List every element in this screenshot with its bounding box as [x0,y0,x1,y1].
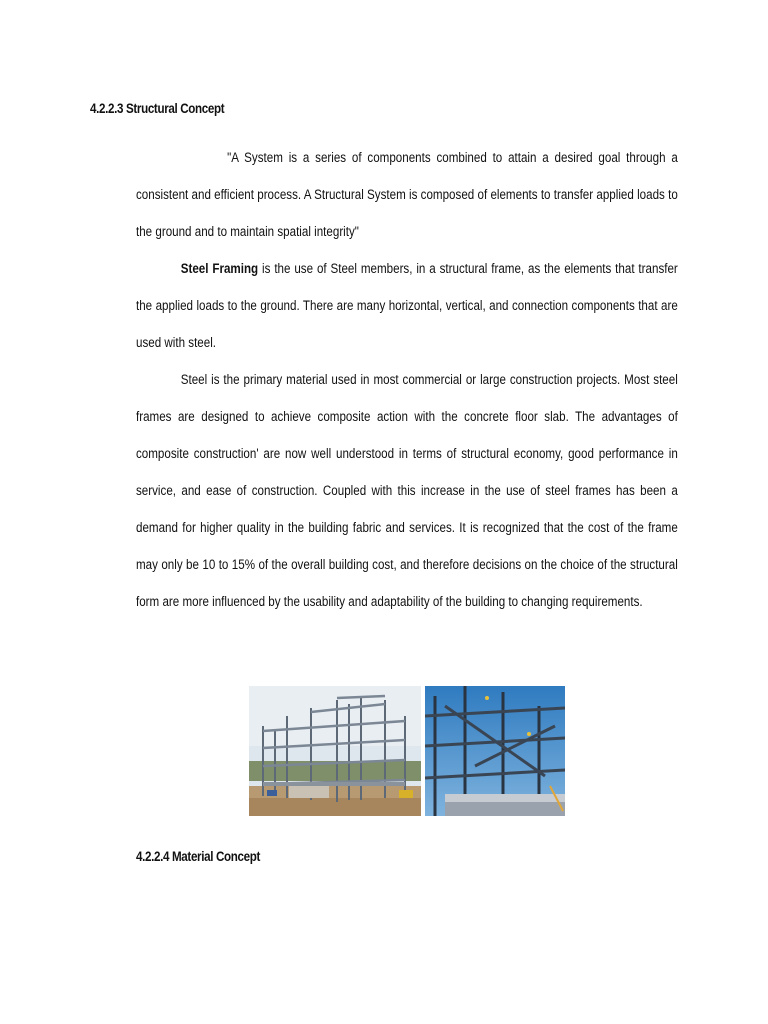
quote-paragraph [136,139,678,250]
section-heading: 4.2.2.3 Structural Concept [90,101,225,116]
steel-frame-building-photo [249,686,421,816]
steel-frame-building-image [249,686,421,816]
steel-frame-sky-photo [425,686,565,816]
steel-framing-text: is the use of Steel members, in a structural frame, as the elements that transfer the applied loads to the ground. There are many horizontal, vertical, and connection components that are used with steel. [136,261,678,350]
steel-framing-paragraph [136,250,678,361]
steel-material-paragraph [136,361,678,620]
steel-framing-term: Steel Framing [180,261,259,276]
next-section-heading: 4.2.2.4 Material Concept [136,849,261,864]
quote-text: "A System is a series of components combined to attain a desired goal through a consistent and efficient process. A Structural System is composed of elements to transfer applied loads to the ground and to maintain spatial integrity" [136,150,678,239]
steel-frame-sky-image [425,686,565,816]
steel-material-text: Steel is the primary material used in most commercial or large construction projects. Most steel frames are designed to achieve composite action with the concrete floor slab. The advantages of composite construction' are now well understood in terms of structural economy, good performance in service, and ease of construction. Coupled with this increase in the use of steel frames has been a demand for higher quality in the building fabric and services. It is recognized that the cost of the frame may only be 10 to 15% of the overall building cost, and therefore decisions on the choice of the structural form are more influenced by the usability and adaptability of the building to changing requirements. [136,372,678,609]
